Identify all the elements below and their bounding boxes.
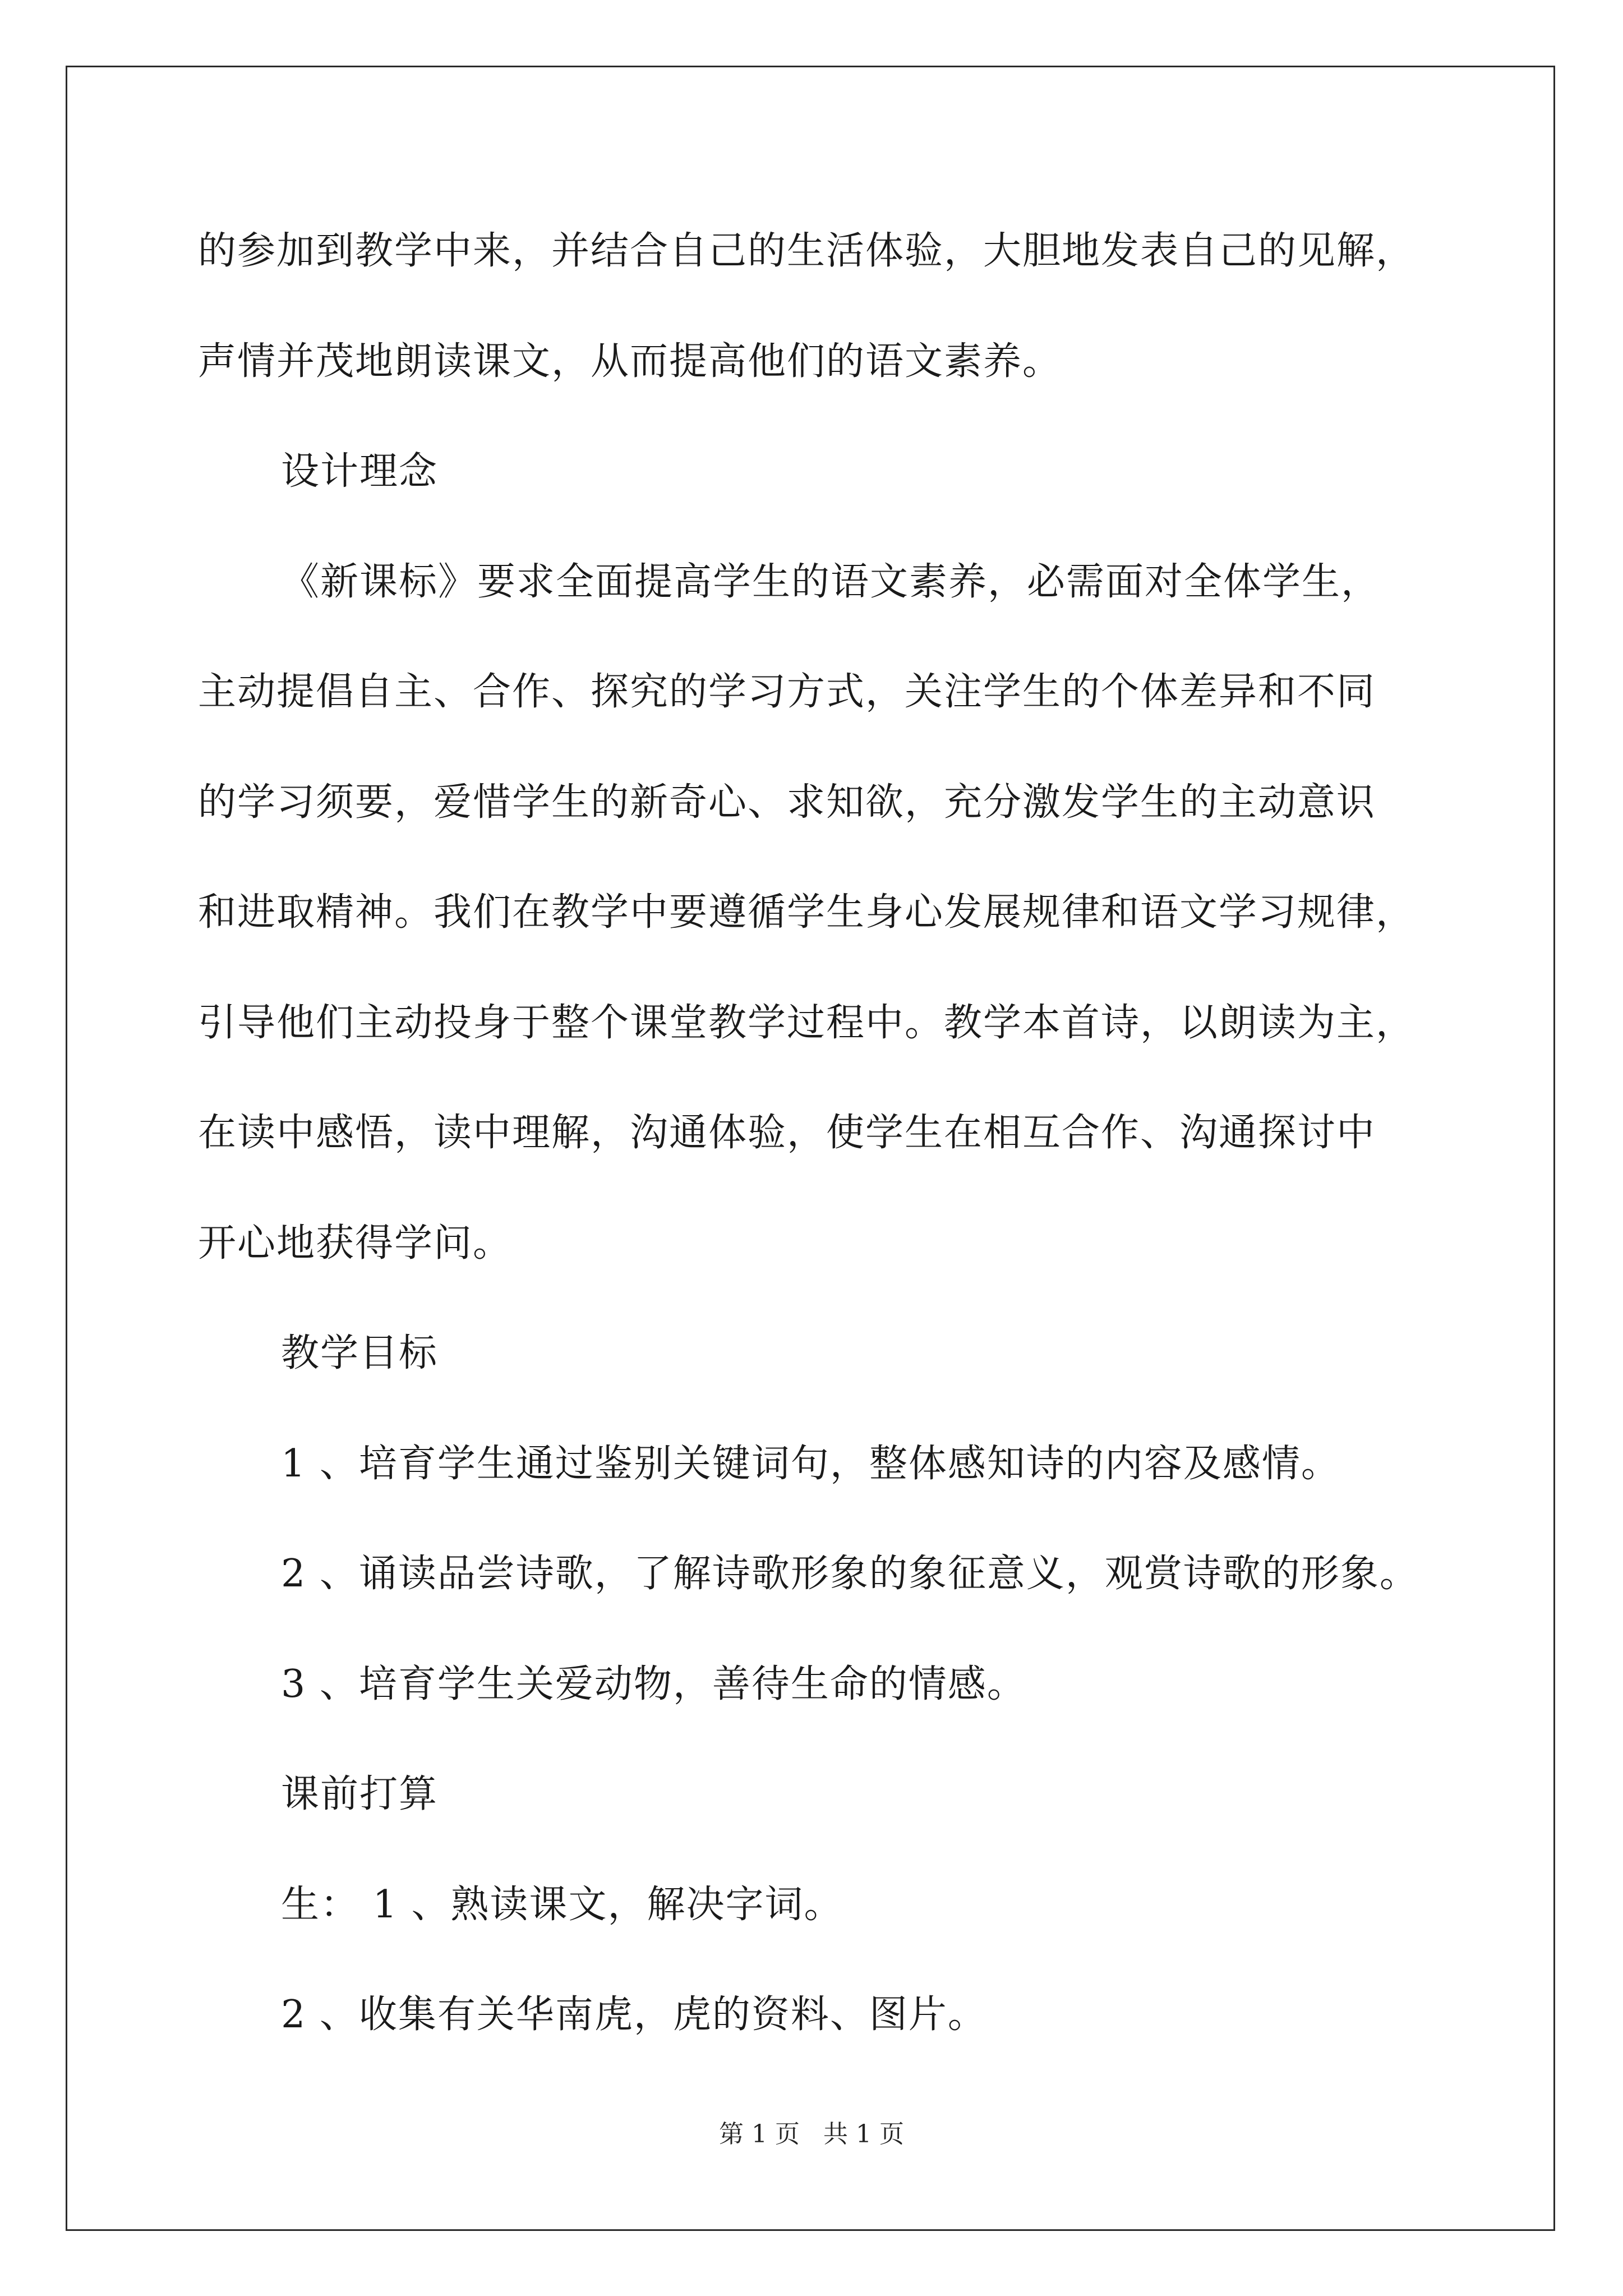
paragraph-line: 开心地获得学问。 (198, 1221, 513, 1266)
section-heading-teaching-goals: 教学目标 (281, 1331, 439, 1375)
goal-item-2: 2 、诵读品尝诗歌，了解诗歌形象的象征意义，观赏诗歌的形象。 (281, 1552, 1419, 1596)
goal-item-1: 1 、培育学生通过鉴别关键词句，整体感知诗的内容及感情。 (281, 1441, 1340, 1486)
preparation-item-2: 2 、收集有关华南虎，虎的资料、图片。 (281, 1993, 987, 2037)
paragraph-line: 主动提倡自主、合作、探究的学习方式，关注学生的个体差异和不同 (198, 670, 1376, 714)
paragraph-line: 的学习须要，爱惜学生的新奇心、求知欲，充分激发学生的主动意识 (198, 780, 1376, 825)
preparation-item-1: 生： 1 、熟读课文，解决字词。 (281, 1882, 843, 1927)
paragraph-line: 《新课标》要求全面提高学生的语文素养，必需面对全体学生， (281, 559, 1381, 604)
page-number-footer: 第 1 页 共 1 页 (719, 2120, 904, 2148)
paragraph-line: 引导他们主动投身于整个课堂教学过程中。教学本首诗，以朗读为主， (198, 1000, 1415, 1045)
paragraph-line: 在读中感悟，读中理解，沟通体验，使学生在相互合作、沟通探讨中 (198, 1111, 1376, 1155)
goal-item-3: 3 、培育学生关爱动物，善待生命的情感。 (281, 1662, 1026, 1706)
paragraph-line: 的参加到教学中来，并结合自己的生活体验，大胆地发表自己的见解， (198, 229, 1415, 273)
paragraph-line: 和进取精神。我们在教学中要遵循学生身心发展规律和语文学习规律， (198, 890, 1415, 935)
paragraph-line: 声情并茂地朗读课文，从而提高他们的语文素养。 (198, 339, 1062, 384)
document-body (198, 196, 1505, 2070)
section-heading-design-concept: 设计理念 (281, 449, 439, 494)
section-heading-preparation: 课前打算 (281, 1772, 439, 1816)
